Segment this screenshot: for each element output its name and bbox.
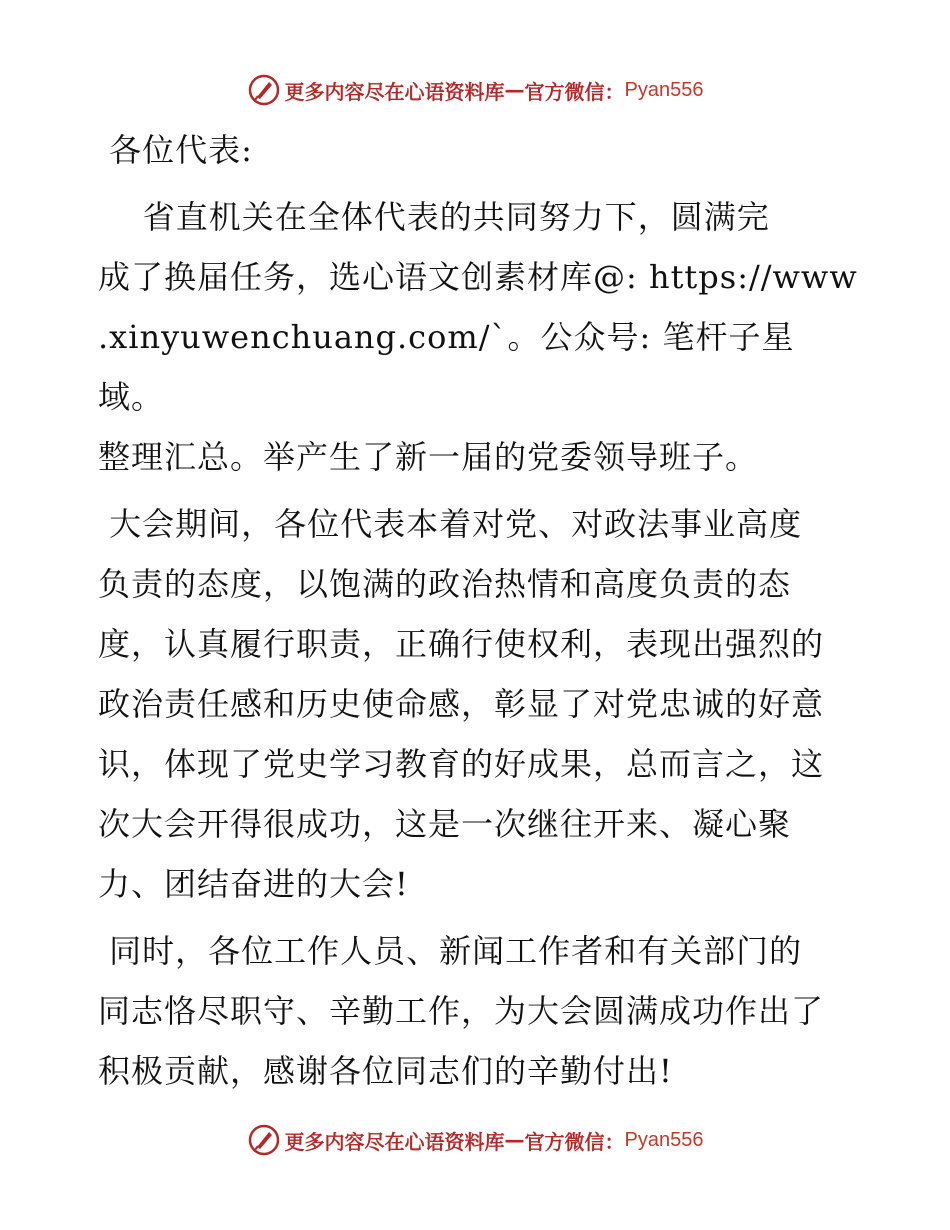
paragraph-1: [98, 187, 858, 487]
banner-dash: —: [504, 1128, 525, 1152]
paragraph-line: 同时，各位工作人员、新闻工作者和有关部门的: [98, 932, 803, 970]
paragraph-line: 省直机关在全体代表的共同努力下，圆满完: [98, 198, 770, 236]
banner-title: 更多内容尽在心语资料库: [284, 1129, 505, 1154]
banner-official-label: 官方微信：: [524, 79, 625, 104]
paragraph-line: 整理汇总。举产生了新一届的党委领导班子。: [98, 438, 759, 476]
document-body: [98, 120, 858, 1101]
paragraph-line: 度，认真履行职责，正确行使权利，表现出强烈的: [98, 625, 825, 663]
quill-logo-icon: [247, 1123, 281, 1157]
paragraph-2: [98, 494, 858, 914]
paragraph-line: 力、团结奋进的大会!: [98, 865, 409, 903]
banner-wechat-handle: Pyan556: [624, 78, 704, 101]
paragraph-line: 识，体现了党史学习教育的好成果，总而言之，这: [98, 745, 825, 783]
quill-logo-icon: [247, 73, 281, 107]
banner-wechat-handle: Pyan556: [624, 1128, 704, 1151]
banner-title: 更多内容尽在心语资料库: [284, 79, 505, 104]
header-banner: [0, 70, 950, 110]
paragraph-line: 次大会开得很成功，这是一次继往开来、凝心聚: [98, 805, 792, 843]
banner-dash: —: [504, 78, 525, 102]
banner-official-label: 官方微信：: [524, 1129, 625, 1154]
paragraph-line: 同志恪尽职守、辛勤工作，为大会圆满成功作出了: [98, 992, 825, 1030]
salutation: 各位代表:: [98, 131, 253, 169]
paragraph-line: 大会期间，各位代表本着对党、对政法事业高度: [98, 505, 803, 543]
paragraph-line: 政治责任感和历史使命感，彰显了对党忠诚的好意: [98, 685, 825, 723]
footer-banner: [0, 1120, 950, 1160]
paragraph-line: 成了换届任务，选心语文创素材库@: https://www: [98, 258, 858, 296]
paragraph-line: .xinyuwenchuang.com/`。公众号: 笔杆子星域。: [98, 318, 795, 416]
paragraph-line: 负责的态度，以饱满的政治热情和高度负责的态: [98, 565, 792, 603]
paragraph-line: 积极贡献，感谢各位同志们的辛勤付出!: [98, 1052, 673, 1090]
paragraph-3: [98, 921, 858, 1101]
